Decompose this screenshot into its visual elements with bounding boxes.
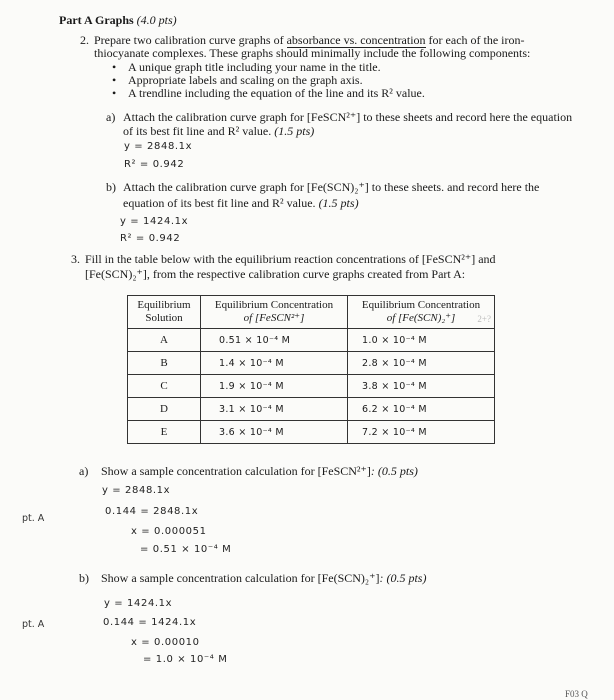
q3a-label: a) [79,464,89,478]
section-title: Part A Graphs (4.0 pts) [59,13,177,27]
q2b-text-line2: equation of its best fit line and R² value. (1.5 pts) [123,196,359,210]
cell-fescn-value: 1.4 × 10⁻⁴ M [201,352,348,375]
cell-solution: E [128,421,201,444]
cell-solution: A [128,329,201,352]
cell-fescn-value: 3.6 × 10⁻⁴ M [201,421,348,444]
cell-fescn-value: 0.51 × 10⁻⁴ M [201,329,348,352]
cell-solution: C [128,375,201,398]
q3a-work-line2: 0.144 = 2848.1x [105,506,199,517]
q3a-work-line4: = 0.51 × 10⁻⁴ M [140,544,232,555]
q2-text-line1: Prepare two calibration curve graphs of absorbance vs. concentration for each of the iron- [94,33,525,47]
q2a-text-line1: Attach the calibration curve graph for [FeSCN²⁺] to these sheets and record here the equation [123,110,573,124]
header-solution: Equilibrium Solution [128,296,201,329]
q2b-answer-r2: R² = 0.942 [120,233,181,244]
q2a-answer-equation: y = 2848.1x [124,141,193,152]
q3b-margin-note: pt. A [22,619,45,630]
q3b-work-line4: = 1.0 × 10⁻⁴ M [143,654,228,665]
footer-code: F03 Q [565,689,588,699]
q2a-label: a) [106,110,116,124]
q3b-label: b) [79,571,89,585]
cell-fescn2-value: 3.8 × 10⁻⁴ M [348,375,495,398]
table-row [128,329,495,352]
q3b-work-line3: x = 0.00010 [131,637,200,648]
equilibrium-table [127,295,495,444]
list-item: • A trendline including the equation of the line and its R² value. [112,87,425,100]
q2a-text-line2: of its best fit line and R² value. (1.5 pts) [123,124,315,138]
list-item: • Appropriate labels and scaling on the graph axis. [112,74,425,87]
table-row [128,421,495,444]
q2b-text-line1: Attach the calibration curve graph for [Fe(SCN)₂⁺] to these sheets. and record here the [123,180,540,194]
cell-fescn2-value: 7.2 × 10⁻⁴ M [348,421,495,444]
cell-solution: D [128,398,201,421]
q3-text-line1: Fill in the table below with the equilibrium reaction concentrations of [FeSCN²⁺] and [85,252,496,266]
cell-fescn-value: 1.9 × 10⁻⁴ M [201,375,348,398]
q3b-work-line2: 0.144 = 1424.1x [103,617,197,628]
q3a-margin-note: pt. A [22,513,45,524]
q2b-label: b) [106,180,116,194]
faint-mark: 2+? [477,314,491,324]
table-row [128,398,495,421]
q3a-text: Show a sample concentration calculation for [FeSCN²⁺]: (0.5 pts) [101,464,418,478]
q2-number: 2. [80,33,89,47]
cell-fescn-value: 3.1 × 10⁻⁴ M [201,398,348,421]
q3b-work-line1: y = 1424.1x [104,598,173,609]
cell-fescn2-value: 6.2 × 10⁻⁴ M [348,398,495,421]
q2a-answer-r2: R² = 0.942 [124,159,185,170]
table-row [128,375,495,398]
header-fescn-concentration: Equilibrium Concentration of [FeSCN²⁺] [201,296,348,329]
q2-text-line2: thiocyanate complexes. These graphs should minimally include the following components: [94,46,531,60]
q3-number: 3. [71,252,80,266]
cell-solution: B [128,352,201,375]
q3b-text: Show a sample concentration calculation for [Fe(SCN)₂⁺]: (0.5 pts) [101,571,427,585]
q3a-work-line3: x = 0.000051 [131,526,207,537]
q2b-answer-equation: y = 1424.1x [120,216,189,227]
table-row [128,352,495,375]
q2-bullet-list [112,61,425,100]
q3a-work-line1: y = 2848.1x [102,485,171,496]
table-header-row [128,296,495,329]
cell-fescn2-value: 2.8 × 10⁻⁴ M [348,352,495,375]
list-item: • A unique graph title including your name in the title. [112,61,425,74]
header-fescn2-concentration: Equilibrium Concentration of [Fe(SCN)₂⁺] 2+? [348,296,495,329]
q3-text-line2: [Fe(SCN)₂⁺], from the respective calibration curve graphs created from Part A: [85,267,466,281]
cell-fescn2-value: 1.0 × 10⁻⁴ M [348,329,495,352]
